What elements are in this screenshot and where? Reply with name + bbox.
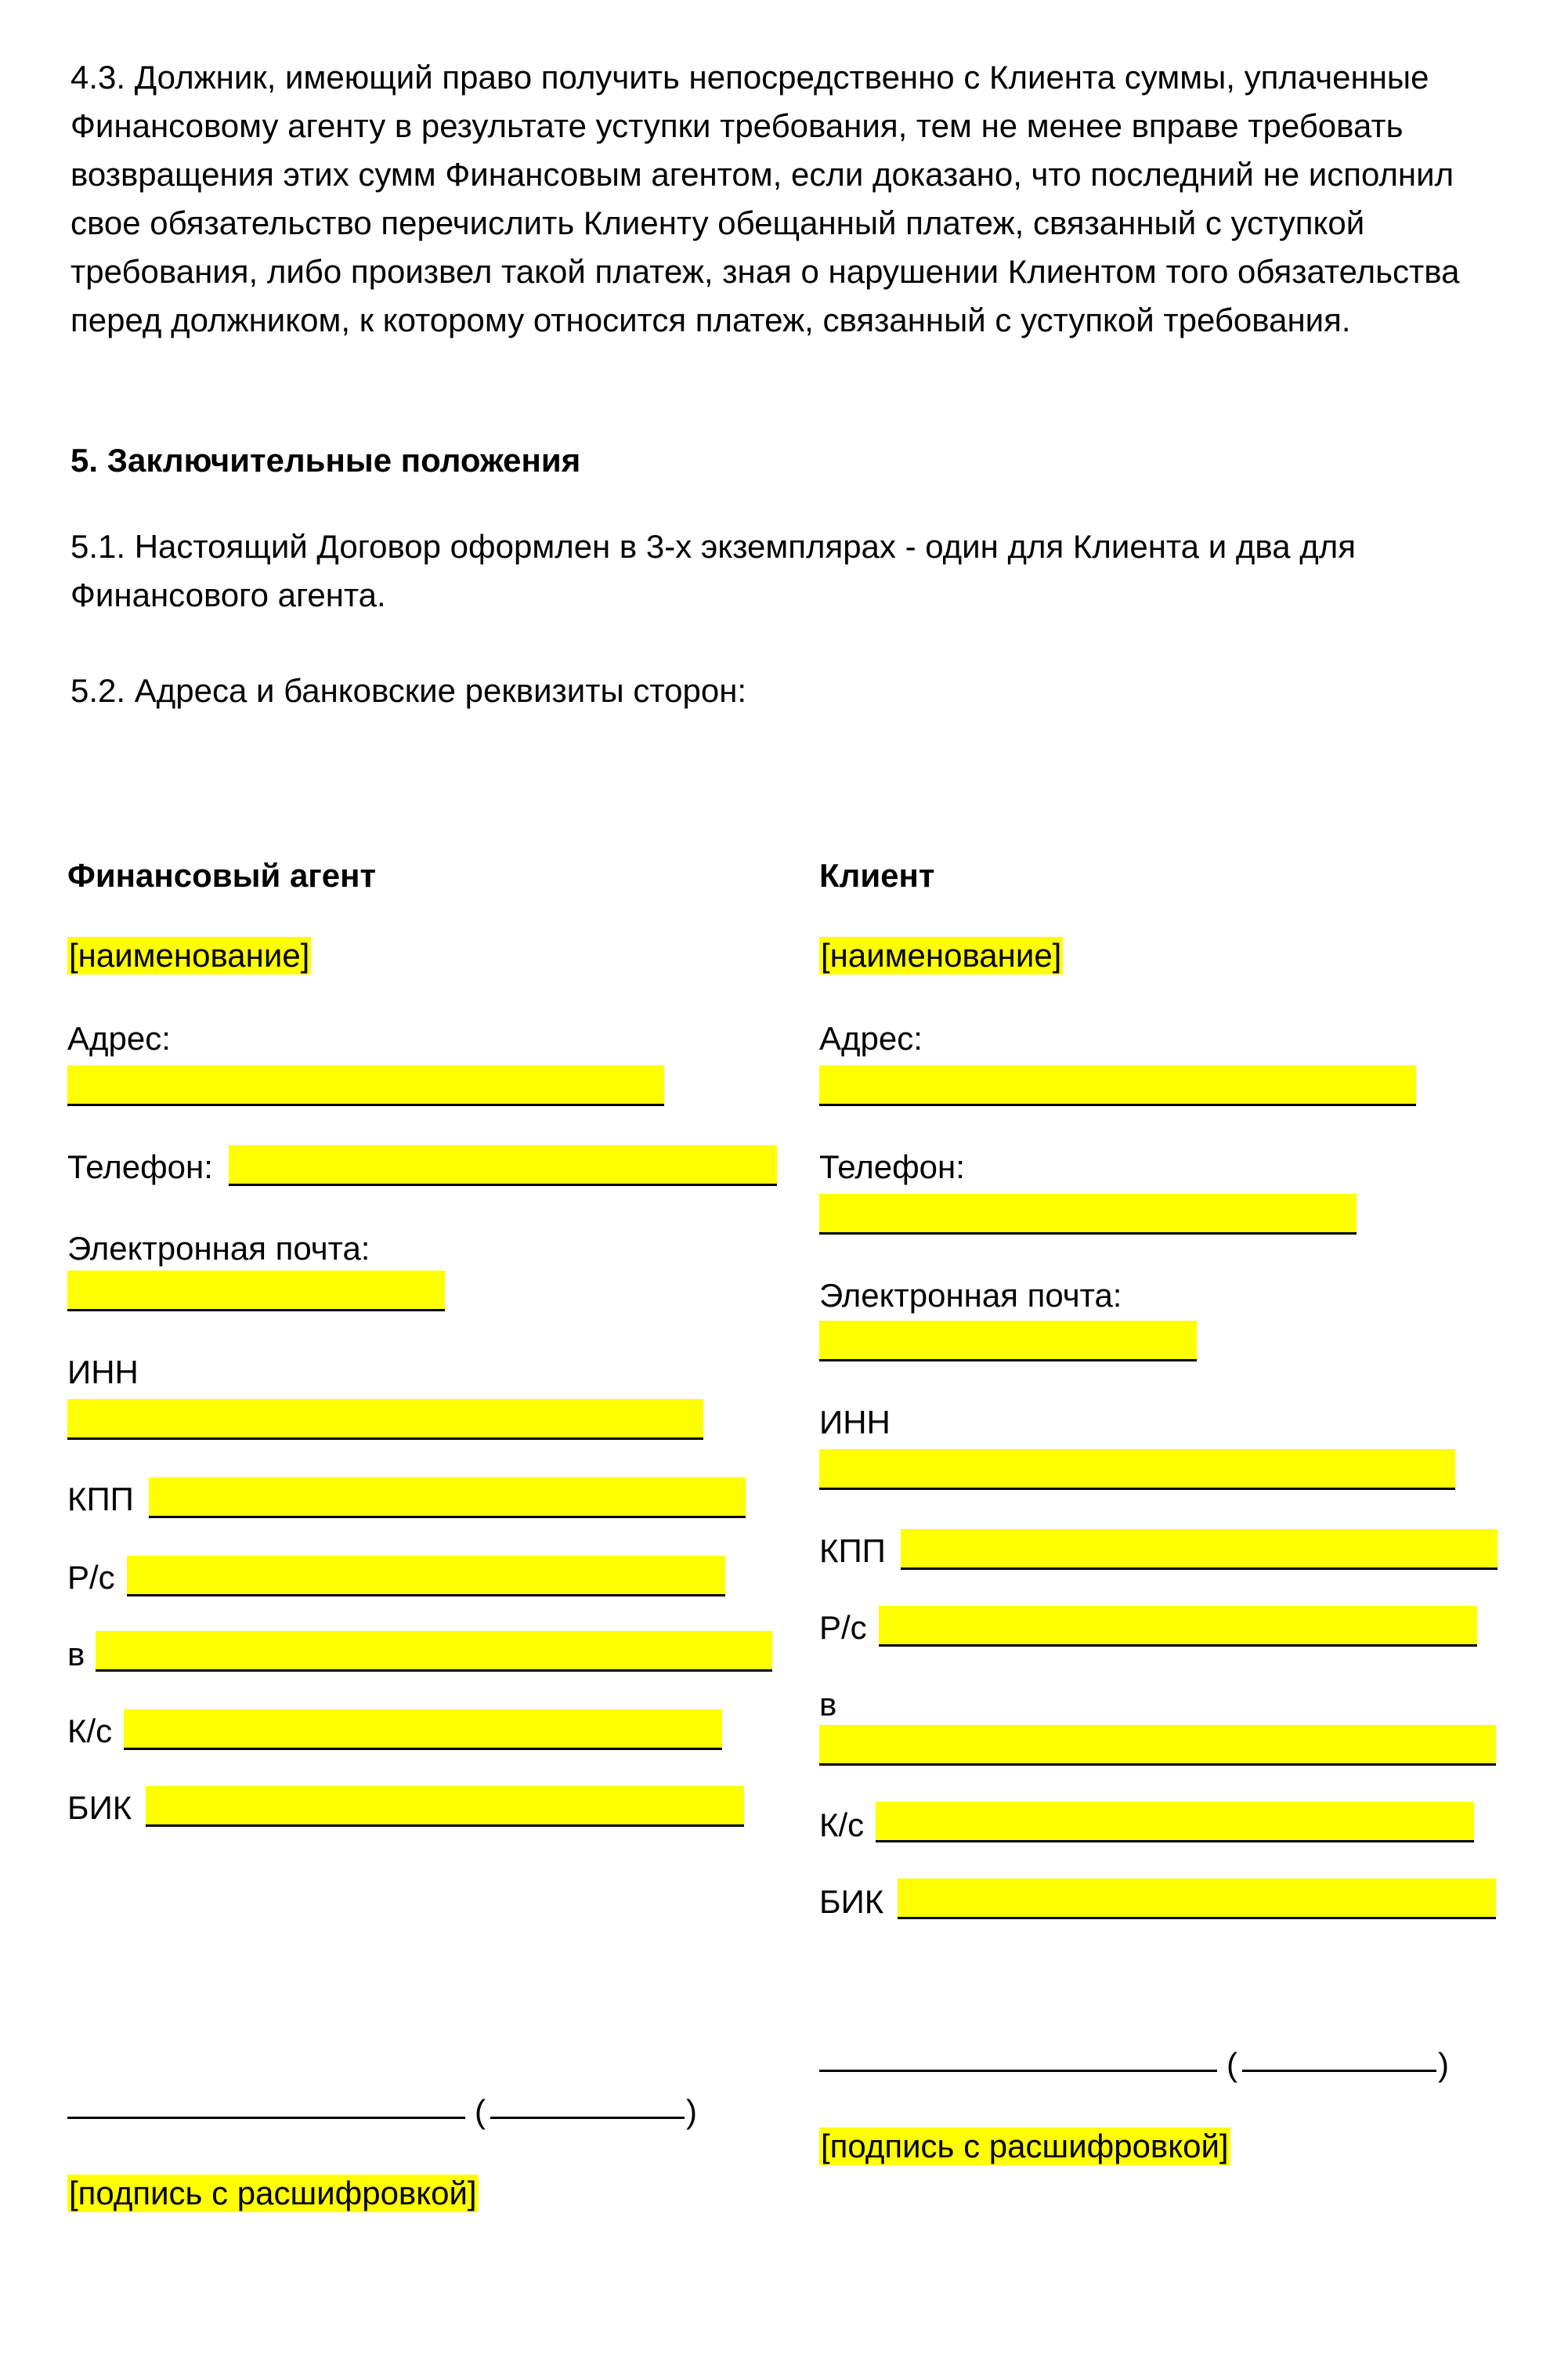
agent-bik-label: БИК	[67, 1789, 132, 1826]
client-signature-line[interactable]	[819, 2070, 1217, 2072]
agent-rs-field[interactable]	[127, 1556, 725, 1596]
section-5-heading: 5. Заключительные положения	[70, 442, 581, 479]
agent-signature-paren-open: (	[475, 2093, 486, 2130]
client-bank-field[interactable]	[819, 1725, 1496, 1766]
client-bik-label: БИК	[819, 1883, 884, 1920]
agent-phone-field[interactable]	[229, 1145, 777, 1186]
agent-signature-line[interactable]	[67, 2117, 465, 2119]
client-ks-label: К/с	[819, 1806, 865, 1843]
agent-signature-placeholder[interactable]: [подпись с расшифровкой]	[69, 2175, 477, 2211]
agent-phone-label: Телефон:	[67, 1148, 213, 1185]
agent-email-label: Электронная почта:	[67, 1230, 370, 1267]
client-email-label: Электронная почта:	[819, 1277, 1122, 1314]
client-kpp-field[interactable]	[901, 1529, 1498, 1570]
client-inn-field[interactable]	[819, 1449, 1455, 1490]
client-signature-placeholder[interactable]: [подпись с расшифровкой]	[821, 2128, 1229, 2164]
agent-signature-paren-close: )	[686, 2093, 697, 2130]
agent-signature-decoding-line[interactable]	[490, 2117, 685, 2119]
client-phone-field[interactable]	[819, 1194, 1357, 1235]
agent-bank-field[interactable]	[96, 1631, 772, 1672]
agent-address-field[interactable]	[67, 1065, 664, 1106]
client-rs-label: Р/с	[819, 1609, 867, 1646]
agent-title: Финансовый агент	[67, 857, 377, 894]
paragraph-5-2: 5.2. Адреса и банковские реквизиты сторон:	[70, 672, 747, 709]
agent-address-label: Адрес:	[67, 1020, 171, 1057]
client-address-label: Адрес:	[819, 1020, 923, 1057]
client-ks-field[interactable]	[876, 1802, 1474, 1842]
client-kpp-label: КПП	[819, 1532, 886, 1569]
client-title: Клиент	[819, 857, 935, 894]
paragraph-5-1: 5.1. Настоящий Договор оформлен в 3-х экземплярах - один для Клиента и два для Финансового агента.	[70, 528, 1356, 613]
client-bik-field[interactable]	[898, 1878, 1496, 1919]
agent-inn-field[interactable]	[67, 1399, 703, 1440]
client-inn-label: ИНН	[819, 1404, 891, 1441]
client-signature-decoding-line[interactable]	[1242, 2070, 1436, 2072]
client-email-field[interactable]	[819, 1321, 1197, 1361]
agent-bik-field[interactable]	[146, 1786, 744, 1827]
client-signature-paren-open: (	[1227, 2046, 1237, 2083]
agent-rs-label: Р/с	[67, 1559, 115, 1596]
client-phone-label: Телефон:	[819, 1148, 965, 1185]
agent-bank-label: в	[67, 1636, 85, 1672]
agent-inn-label: ИНН	[67, 1354, 139, 1390]
client-signature-paren-close: )	[1438, 2046, 1449, 2083]
paragraph-4-3: 4.3. Должник, имеющий право получить непосредственно с Клиента суммы, уплаченные Финансовому агенту в результате уступки требования, тем не менее вправе требовать возвращения этих сумм Финансовым агентом, если доказано, что последний не исполнил свое обязательство перечислить Клиенту обещанный платеж, связанный с уступкой требования, либо произвел такой платеж, зная о нарушении Клиентом того обязательства перед должником, к которому относится платеж, связанный с уступкой требования.	[70, 59, 1460, 338]
agent-kpp-field[interactable]	[149, 1477, 746, 1518]
agent-ks-field[interactable]	[124, 1709, 722, 1750]
client-name-field[interactable]: [наименование]	[821, 937, 1062, 974]
client-address-field[interactable]	[819, 1065, 1416, 1106]
client-rs-field[interactable]	[879, 1606, 1477, 1647]
agent-name-field[interactable]: [наименование]	[69, 937, 310, 974]
agent-email-field[interactable]	[67, 1271, 445, 1311]
agent-ks-label: К/с	[67, 1712, 113, 1749]
agent-kpp-label: КПП	[67, 1481, 134, 1517]
client-bank-label: в	[819, 1686, 837, 1723]
